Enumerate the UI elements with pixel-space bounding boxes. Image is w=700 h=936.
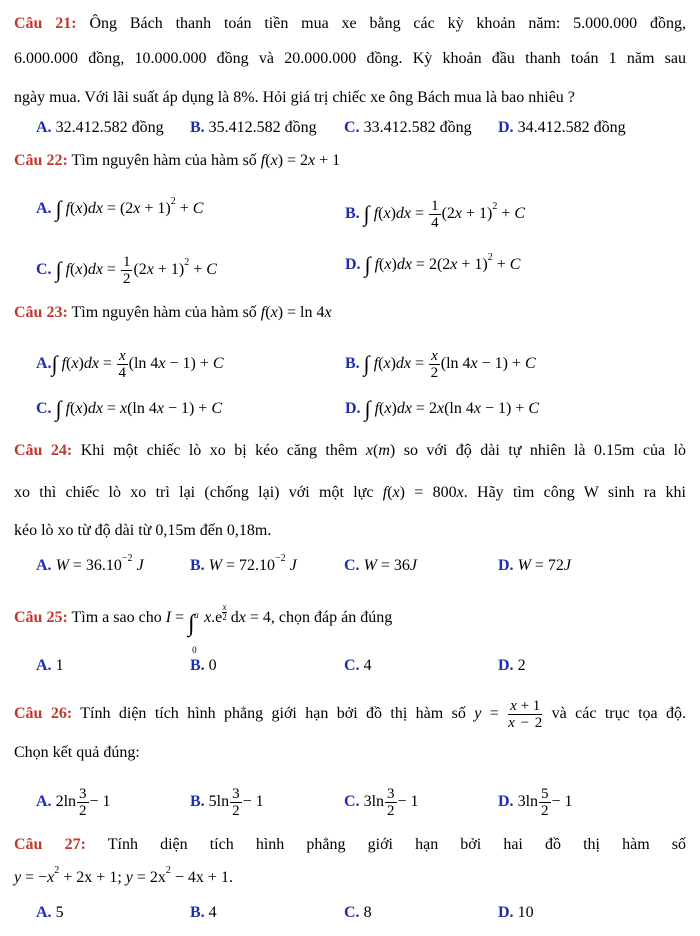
option-text: 33.412.582 đồng [363,119,472,136]
q26-line1: Câu 26: Tính diện tích hình phẳng giới hạn bởi đồ thị hàm số y = $\frac{x + 1}{x - 2}$ và các trục tọa độ. [14,698,687,731]
q26-option-d[interactable]: D. 3ln $\frac{5}{2}$ − 1 [498,786,573,819]
option-letter: C. [344,557,360,574]
q24-option-c[interactable]: C. W = 36J [344,557,418,574]
option-text: 34.412.582 đồng [517,119,626,136]
q25-text: Tìm a sao cho [71,609,162,626]
option-letter: D. [498,793,514,811]
q21-text1: Ông Bách thanh toán tiền mua xe bằng các kỳ khoản năm: 5.000.000 đồng, [89,15,687,32]
option-letter: C. [36,400,52,417]
q27-line1 [14,834,686,856]
q21-option-a[interactable] [36,117,164,139]
option-text: 35.412.582 đồng [208,119,317,136]
q24-text2a: xo thì chiếc lò xo trì lại (chống lại) với một lực [14,484,374,501]
q23-stem: Câu 23: Tìm nguyên hàm của hàm số f(x) = ln 4x [14,304,332,321]
q22-function: f [260,152,266,169]
q22-option-b[interactable]: B. ∫ f(x)dx = $\frac{1}{4}$ $(2x + 1)^2 + C$ [345,198,526,231]
option-text: 8 [363,904,372,921]
q23-option-c[interactable]: C. ∫ f(x)dx = x(ln 4x − 1) + C [36,396,222,421]
q26-option-c[interactable]: C. 3ln $\frac{3}{2}$ − 1 [344,786,419,819]
q22-label: Câu 22: [14,152,68,169]
option-letter: A. [36,557,52,574]
option-letter: C. [344,904,360,921]
q26-text1a: Tính diện tích hình phẳng giới hạn bởi đồ thị hàm số [80,705,466,723]
q27-option-a[interactable] [36,902,64,924]
integral-sign: ∫ a 0 [188,610,199,656]
q24-option-b[interactable]: B. $W = 72.10^{-2}$ J [190,553,297,574]
q21-line3 [14,87,686,109]
option-letter: D. [345,256,361,273]
q26-option-a[interactable]: A. 2ln $\frac{3}{2}$ − 1 [36,786,111,819]
q21-text2: 6.000.000 đồng, 10.000.000 đồng và 20.000.000 đồng. Kỳ khoản đầu thanh toán 1 năm sau [14,50,686,67]
q22-text: Tìm nguyên hàm của hàm số [71,152,257,169]
q25-stem: Câu 25: Tìm a sao cho I = ∫ a 0 x.e $\frac{x}{2}$ dx = 4, chọn đáp án đúng [14,598,686,638]
q21-option-c[interactable] [344,117,472,139]
option-letter: D. [498,119,514,136]
option-letter: D. [498,904,514,921]
q25-option-a[interactable] [36,655,64,677]
option-text: 0 [208,657,217,674]
q24-line3 [14,520,686,542]
q22-stem: Câu 22: Tìm nguyên hàm của hàm số f(x) = 2x + 1 [14,152,341,169]
q25-tail: , chọn đáp án đúng [270,609,393,626]
q27-option-d[interactable] [498,902,534,924]
q23-text: Tìm nguyên hàm của hàm số [71,304,257,321]
q27-label: Câu 27: [14,836,86,853]
q21-line1 [14,13,686,35]
option-letter: A. [36,793,52,811]
option-letter: C. [344,119,360,136]
q25-label: Câu 25: [14,609,68,626]
q21-option-b[interactable] [190,117,317,139]
q26-line2 [14,742,686,764]
option-letter: A. [36,355,52,373]
option-letter: A. [36,119,52,136]
q26-option-b[interactable]: B. 5ln $\frac{3}{2}$ − 1 [190,786,264,819]
q22-option-d[interactable]: D. ∫ $f(x)dx = 2(2x + 1)^2 + C$ [345,252,521,277]
q24-text2b: . Hãy tìm công W sinh ra khi [463,484,687,501]
option-letter: B. [345,205,360,223]
q27-line2: $y = -x^2 + 2x + 1$; $y = 2x^2 - 4x + 1$. [14,865,233,886]
option-text: 4 [208,904,217,921]
q21-text3: ngày mua. Với lãi suất áp dụng là 8%. Hỏi giá trị chiếc xe ông Bách mua là bao nhiêu ? [14,89,575,106]
option-letter: A. [36,657,52,674]
option-letter: C. [344,657,360,674]
option-letter: A. [36,200,52,217]
option-letter: D. [345,400,361,417]
option-letter: B. [190,657,205,674]
q24-text3: kéo lò xo từ độ dài từ 0,15m đến 0,18m. [14,522,272,539]
q21-label: Câu 21: [14,15,77,32]
q21-option-d[interactable] [498,117,626,139]
q24-line1: Câu 24: Khi một chiếc lò xo bị kéo căng thêm x(m) so với độ dài tự nhiên là 0.15m của lò [14,442,687,459]
q24-text1a: Khi một chiếc lò xo bị kéo căng thêm [80,442,358,459]
q23-option-b[interactable]: B. ∫ f(x)dx = $\frac{x}{2}$ (ln 4x − 1) + C [345,348,536,381]
option-letter: D. [498,657,514,674]
q26-text2: Chọn kết quả đúng: [14,744,140,761]
q22-option-a[interactable]: A. ∫ $f(x)dx = (2x + 1)^2 + C$ [36,196,204,221]
option-letter: B. [190,119,205,136]
option-text: 32.412.582 đồng [55,119,164,136]
option-letter: A. [36,904,52,921]
q24-label: Câu 24: [14,442,73,459]
option-letter: B. [345,355,360,373]
q25-option-b[interactable] [190,655,217,677]
q27-text1: Tính diện tích hình phẳng giới hạn bởi hai đồ thị hàm số [107,836,687,853]
option-letter: B. [190,904,205,921]
q23-label: Câu 23: [14,304,68,321]
q27-option-c[interactable] [344,902,372,924]
option-text: 5 [55,904,64,921]
option-text: 4 [363,657,372,674]
q24-option-d[interactable]: D. W = 72J [498,557,572,574]
q24-text1b: so với độ dài tự nhiên là 0.15m của lò [403,442,687,459]
option-letter: B. [190,557,205,574]
q23-function: f [260,304,266,321]
option-letter: D. [498,557,514,574]
q26-text1b: và các trục tọa độ. [551,705,687,723]
q21-line2 [14,48,686,70]
q23-option-a[interactable]: A.∫ f(x)dx = $\frac{x}{4}$ (ln 4x − 1) + C [36,348,224,381]
q24-option-a[interactable]: A. $W = 36.10^{-2}$ J [36,553,144,574]
option-letter: C. [36,261,52,279]
q23-option-d[interactable]: D. ∫ f(x)dx = 2x(ln 4x − 1) + C [345,396,539,421]
q25-option-c[interactable] [344,655,372,677]
option-text: 10 [517,904,534,921]
q27-option-b[interactable] [190,902,217,924]
q22-option-c[interactable]: C. ∫ f(x)dx = $\frac{1}{2}$ $(2x + 1)^2 + C$ [36,254,217,287]
option-letter: B. [190,793,205,811]
option-text: 1 [55,657,64,674]
q24-line2: xo thì chiếc lò xo trì lại (chống lại) với một lực f(x) = 800x. Hãy tìm công W sinh ra khi [14,484,687,501]
option-letter: C. [344,793,360,811]
option-text: 2 [517,657,526,674]
q26-label: Câu 26: [14,705,73,723]
q25-option-d[interactable] [498,655,526,677]
